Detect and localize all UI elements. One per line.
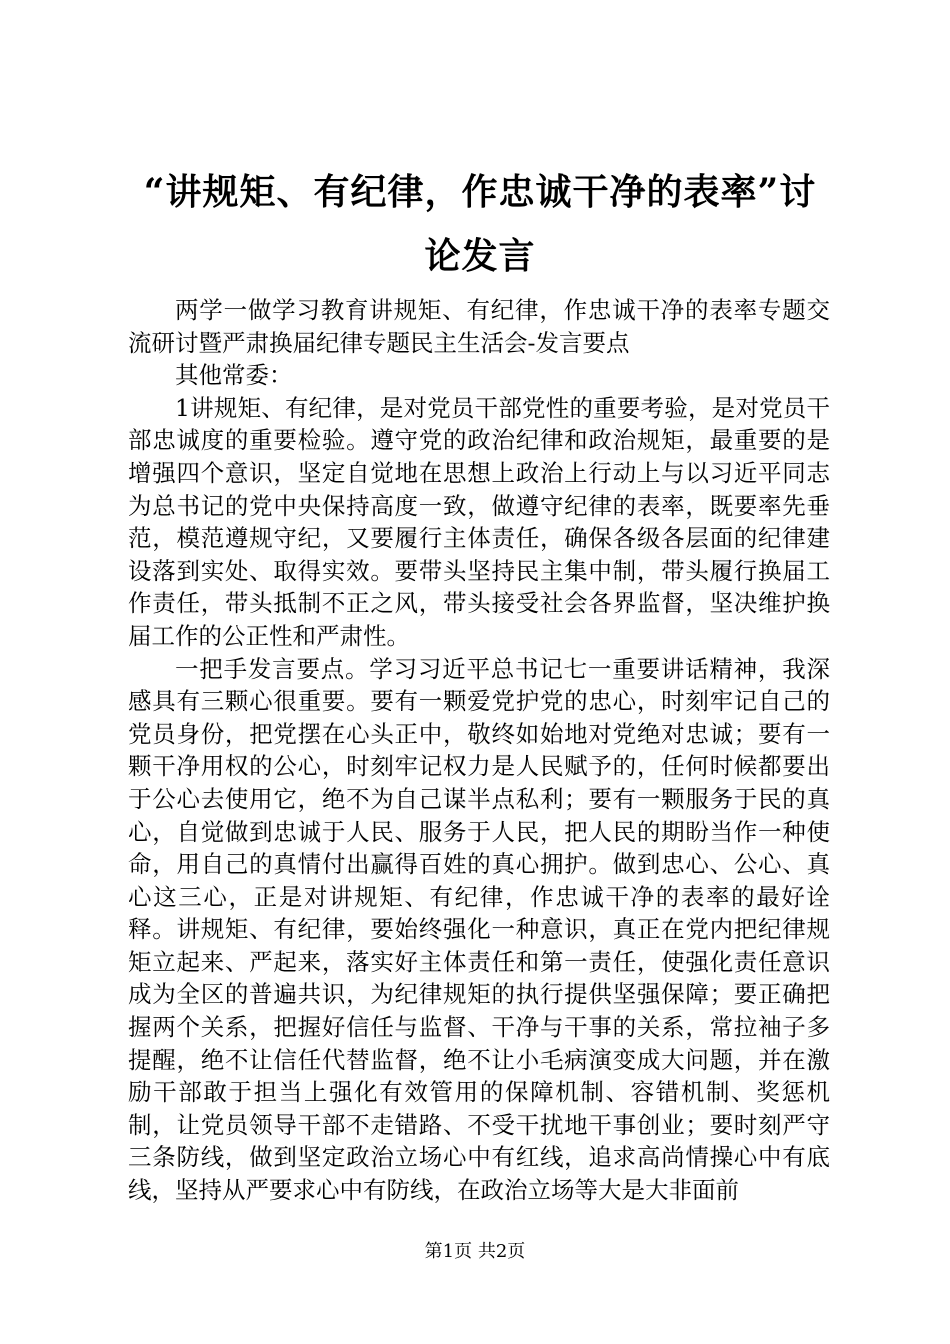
- document-title: “讲规矩、有纪律，作忠诚干净的表率”讨论发言: [143, 171, 817, 277]
- body-paragraph-1: 1讲规矩、有纪律，是对党员干部党性的重要考验，是对党员干部忠诚度的重要检验。遵守党的政治纪律和政治规矩，最重要的是增强四个意识，坚定自觉地在思想上政治上行动上与以习近平同志为总书记的党中央保持高度一致，做遵守纪律的表率，既要率先垂范，模范遵规守纪，又要履行主体责任，确保各级各层面的纪律建设落到实处、取得实效。要带头坚持民主集中制，带头履行换届工作责任，带头抵制不正之风，带头接受社会各界监督，坚决维护换届工作的公正性和严肃性。: [128, 393, 830, 650]
- body-paragraph-2: 一把手发言要点。学习习近平总书记七一重要讲话精神，我深感具有三颗心很重要。要有一颗爱党护党的忠心，时刻牢记自己的党员身份，把党摆在心头正中，敬终如始地对党绝对忠诚；要有一颗干净用权的公心，时刻牢记权力是人民赋予的，任何时候都要出于公心去使用它，绝不为自己谋半点私利；要有一颗服务于民的真心，自觉做到忠诚于人民、服务于人民，把人民的期盼当作一种使命，用自己的真情付出赢得百姓的真心拥护。做到忠心、公心、真心这三心，正是对讲规矩、有纪律，作忠诚干净的表率的最好诠释。讲规矩、有纪律，要始终强化一种意识，真正在党内把纪律规矩立起来、严起来，落实好主体责任和第一责任，使强化责任意识成为全区的普遍共识，为纪律规矩的执行提供坚强保障；要正确把握两个关系，把握好信任与监督、干净与干事的关系，常拉袖子多提醒，绝不让信任代替监督，绝不让小毛病演变成大问题，并在激励干部敢于担当上强化有效管用的保障机制、容错机制、奖惩机制，让党员领导干部不走错路、不受干扰地干事创业；要时刻严守三条防线，做到坚定政治立场心中有红线，追求高尚情操心中有底线，坚持从严要求心中有防线，在政治立场等大是大非面前: [128, 654, 830, 1205]
- document-body: [128, 294, 830, 1207]
- page-footer: 第1页 共2页: [424, 1241, 526, 1262]
- intro-paragraph: 两学一做学习教育讲规矩、有纪律，作忠诚干净的表率专题交流研讨暨严肃换届纪律专题民主生活会-发言要点: [128, 296, 830, 357]
- salutation-paragraph: 其他常委：: [175, 361, 293, 390]
